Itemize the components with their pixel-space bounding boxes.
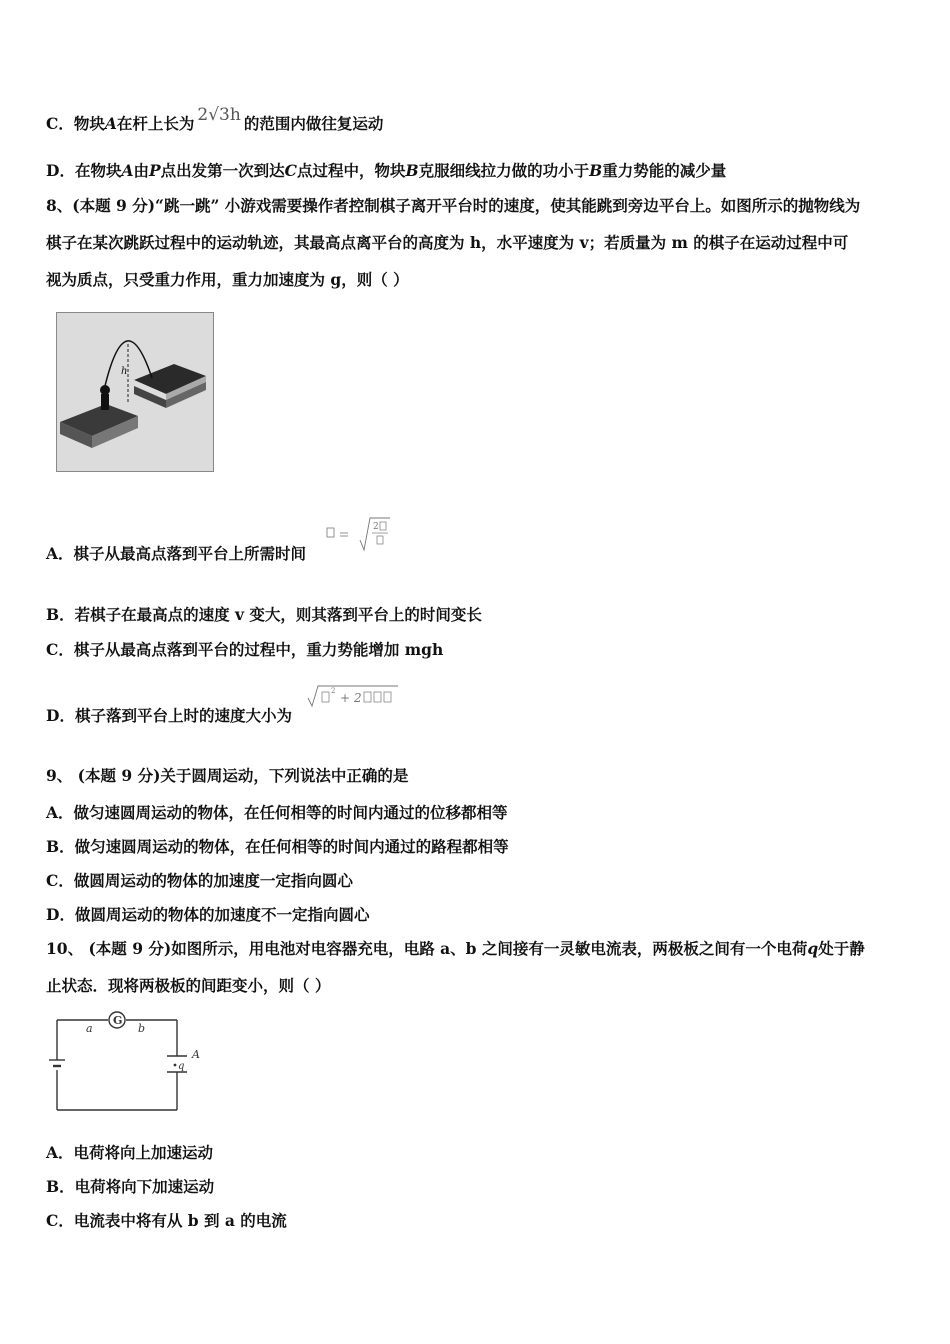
q10-option-c: C．电流表中将有从 b 到 a 的电流 [46, 1211, 287, 1230]
q7-optd-t0: D．在物块 [46, 161, 122, 180]
q7-optd-t3: 点过程中，物块 [297, 161, 406, 180]
q7-optd-c: C [284, 161, 298, 180]
q7-optc-formula: 2√3h [197, 105, 241, 125]
q7-optc-a: A [104, 114, 117, 133]
q9-option-c: C．做圆周运动的物体的加速度一定指向圆心 [46, 871, 353, 890]
q8-jump-figure [56, 312, 214, 472]
q10-stem-l1a: 10、 (本题 9 分)如图所示，用电池对电容器充电，电路 a、b 之间接有一灵敏电流表，两极板之间有一个电荷 [46, 939, 808, 958]
svg-text:2: 2 [354, 691, 362, 705]
q10-stem-line-1 [46, 939, 865, 959]
q10-option-b: B．电荷将向下加速运动 [46, 1177, 215, 1196]
q8-fig-h-label: h [121, 366, 128, 377]
q9-option-a: A．做匀速圆周运动的物体，在任何相等的时间内通过的位移都相等 [46, 803, 508, 822]
q7-optc-suffix: 的范围内做往复运动 [243, 114, 384, 133]
q10-stem-line-2: 止状态．现将两极板的间距变小，则（ ） [46, 976, 331, 995]
q10-fig-galvanometer-label: G [113, 1014, 123, 1027]
q7-optc-prefix: C．物块 [46, 114, 105, 133]
svg-text:2: 2 [331, 687, 336, 695]
q7-optc-mid: 在杆上长为 [116, 114, 195, 133]
svg-text:+: + [340, 691, 351, 705]
q8-stem-line-2: 棋子在某次跳跃过程中的运动轨迹，其最高点离平台的高度为 h，水平速度为 v；若质量为 m 的棋子在运动过程中可 [46, 233, 849, 252]
q7-optd-t1: 由 [133, 161, 149, 180]
q10-fig-label-plate: A [192, 1048, 200, 1061]
q10-stem-l1b: 处于静 [818, 939, 865, 958]
svg-text:2: 2 [373, 522, 379, 532]
q8-optb-text: B．若棋子在最高点的速度 v 变大，则其落到平台上的时间变长 [46, 605, 482, 624]
q9-option-d: D．做圆周运动的物体的加速度不一定指向圆心 [46, 905, 370, 924]
q8-option-a [46, 544, 306, 564]
q7-option-d [46, 161, 726, 181]
q10-fig-label-a: a [86, 1022, 93, 1035]
q10-circuit-figure [44, 1010, 214, 1116]
q9-option-b: B．做匀速圆周运动的物体，在任何相等的时间内通过的路程都相等 [46, 837, 509, 856]
q7-optd-p: P [149, 161, 161, 180]
q7-optd-b2: B [589, 161, 603, 180]
q7-optd-t4: 克服细线拉力做的功小于 [418, 161, 590, 180]
q8-stem-line-3: 视为质点，只受重力作用，重力加速度为 g，则（ ） [46, 270, 409, 289]
q8-stem-line-1: 8、(本题 9 分)“跳一跳” 小游戏需要操作者控制棋子离开平台时的速度，使其能跳到旁边平台上。如图所示的抛物线为 [46, 196, 861, 215]
q9-stem: 9、 (本题 9 分)关于圆周运动，下列说法中正确的是 [46, 766, 409, 785]
q8-option-b [46, 605, 482, 625]
q8-option-d [46, 706, 292, 726]
q7-optd-a: A [121, 161, 134, 180]
q7-option-c [46, 105, 384, 134]
q8-opta-formula [324, 514, 394, 558]
q8-optd-text: D．棋子落到平台上时的速度大小为 [46, 706, 292, 725]
q10-fig-label-b: b [138, 1022, 146, 1035]
q10-stem-q: q [807, 939, 819, 958]
q8-optd-formula [306, 684, 402, 712]
q7-optd-t5: 重力势能的减少量 [602, 161, 727, 180]
q8-option-c [46, 640, 443, 660]
q10-fig-label-q: q [178, 1061, 185, 1072]
q7-optd-t2: 点出发第一次到达 [160, 161, 285, 180]
q7-optd-b: B [405, 161, 419, 180]
q10-option-a: A．电荷将向上加速运动 [46, 1143, 214, 1162]
q8-optc-text: C．棋子从最高点落到平台的过程中，重力势能增加 mgh [46, 640, 444, 659]
q8-opta-text: A．棋子从最高点落到平台上所需时间 [46, 544, 307, 563]
